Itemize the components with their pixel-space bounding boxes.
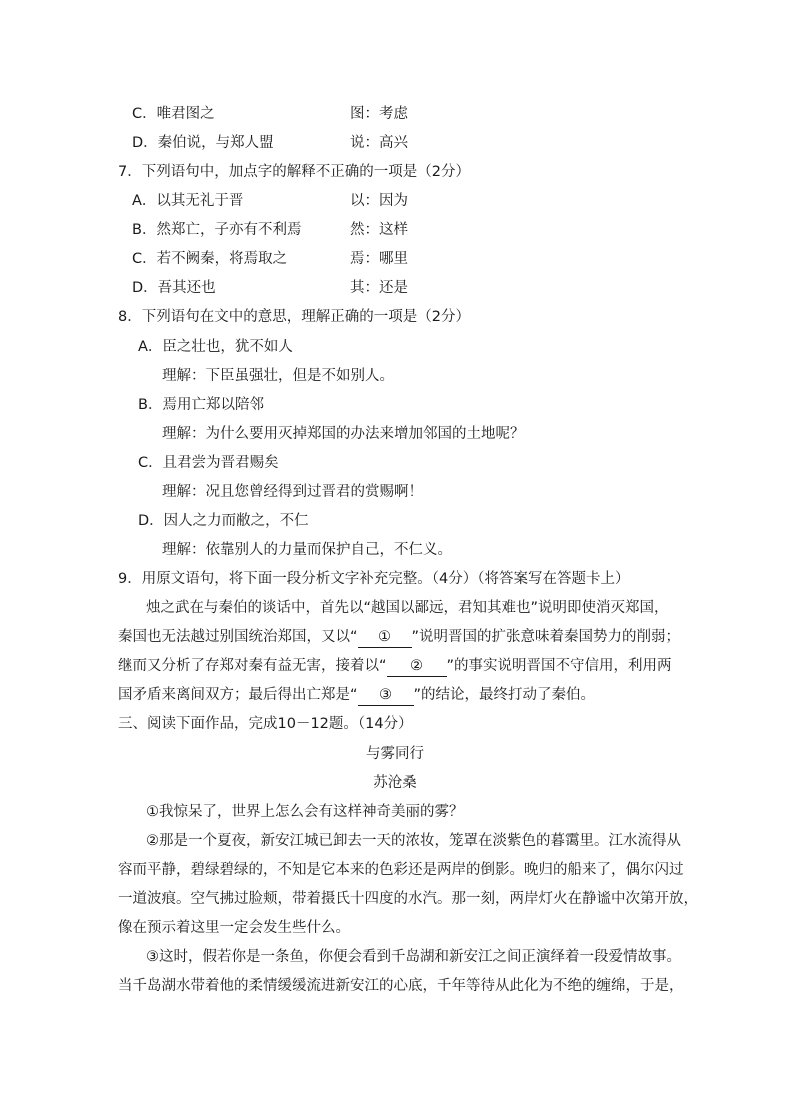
paragraph-3-line-2: 当千岛湖水带着他的柔情缓缓流进新安江的心底，千年等待从此化为不绝的缠绵，于是， xyxy=(118,978,684,994)
q8-option-b: B．焉用亡郑以陪邻 xyxy=(138,397,264,413)
q9-blank-2: ② xyxy=(387,656,447,677)
q9-blank-1: ① xyxy=(358,627,412,648)
q6-option-c: C．唯君图之 xyxy=(132,106,215,122)
q9-analysis-line-1: 烛之武在与秦伯的谈话中，首先以“越国以鄙远，君知其难也”说明即使消灭郑国， xyxy=(146,600,669,616)
q9-line-3-post: ”的事实说明晋国不守信用，利用两 xyxy=(446,658,672,674)
q8-option-c: C．且君尝为晋君赐矣 xyxy=(138,455,279,471)
q9-blank-3: ③ xyxy=(358,685,414,706)
article-title: 与雾同行 xyxy=(366,746,424,762)
q8-stem: 8．下列语句在文中的意思，理解正确的一项是（2分） xyxy=(118,309,470,325)
q9-analysis-line-4 xyxy=(118,685,595,706)
q8-option-c-explain: 理解：况且您曾经得到过晋君的赏赐啊！ xyxy=(162,484,423,500)
paragraph-2-line-1: ②那是一个夏夜，新安江城已卸去一天的浓妆，笼罩在淡紫色的暮霭里。江水流得从 xyxy=(146,833,681,849)
paragraph-3-line-1: ③这时，假若你是一条鱼，你便会看到千岛湖和新安江之间正演绎着一段爱情故事。 xyxy=(146,949,681,965)
q7-option-d-explain: 其：还是 xyxy=(350,280,408,296)
paragraph-2-line-2: 容而平静，碧绿碧绿的，不知是它本来的色彩还是两岸的倒影。晚归的船来了，偶尔闪过 xyxy=(118,862,684,878)
article-author: 苏沧桑 xyxy=(373,775,417,791)
paragraph-2-line-3: 一道波痕。空气拂过脸颊，带着摄氏十四度的水汽。那一刻，两岸灯火在静谧中次第开放， xyxy=(118,891,698,907)
paragraph-1: ①我惊呆了，世界上怎么会有这样神奇美丽的雾？ xyxy=(146,804,464,820)
q6-option-d: D．秦伯说，与郑人盟 xyxy=(132,135,274,151)
q6-option-d-explain: 说：高兴 xyxy=(350,135,408,151)
q6-option-c-explain: 图：考虑 xyxy=(350,106,408,122)
q9-stem: 9．用原文语句，将下面一段分析文字补充完整。（4分）（将答案写在答题卡上） xyxy=(118,571,630,587)
q7-option-c-explain: 焉：哪里 xyxy=(350,251,408,267)
q8-option-a-explain: 理解：下臣虽强壮，但是不如别人。 xyxy=(162,368,394,384)
q9-line-2-post: ”说明晋国的扩张意味着秦国势力的削弱； xyxy=(411,629,681,645)
q9-line-2-pre: 秦国也无法越过别国统治郑国，又以“ xyxy=(118,629,358,645)
q8-option-b-explain: 理解：为什么要用灭掉郑国的办法来增加邻国的土地呢？ xyxy=(162,426,525,442)
q9-line-4-post: ”的结论，最终打动了秦伯。 xyxy=(413,687,596,703)
q9-analysis-line-2 xyxy=(118,627,680,648)
paragraph-2-line-4: 像在预示着这里一定会发生些什么。 xyxy=(118,920,350,936)
q8-option-a: A．臣之壮也，犹不如人 xyxy=(138,339,293,355)
q7-option-b: B．然郑亡，子亦有不利焉 xyxy=(132,222,302,238)
section-3-heading: 三、阅读下面作品，完成10－12题。（14分） xyxy=(118,716,413,732)
q7-option-c: C．若不阙秦，将焉取之 xyxy=(132,251,288,267)
q9-line-3-pre: 继而又分析了存郑对秦有益无害，接着以“ xyxy=(118,658,387,674)
q8-option-d-explain: 理解：依靠别人的力量而保护自己，不仁义。 xyxy=(162,542,452,558)
q7-option-a: A．以其无礼于晋 xyxy=(132,193,244,209)
q9-analysis-line-3 xyxy=(118,656,672,677)
q7-stem: 7．下列语句中，加点字的解释不正确的一项是（2分） xyxy=(118,164,470,180)
q8-option-d: D．因人之力而敝之，不仁 xyxy=(138,513,309,529)
q7-option-a-explain: 以：因为 xyxy=(350,193,408,209)
q9-line-4-pre: 国矛盾来离间双方；最后得出亡郑是“ xyxy=(118,687,358,703)
q7-option-b-explain: 然：这样 xyxy=(350,222,408,238)
q7-option-d: D．吾其还也 xyxy=(132,280,216,296)
